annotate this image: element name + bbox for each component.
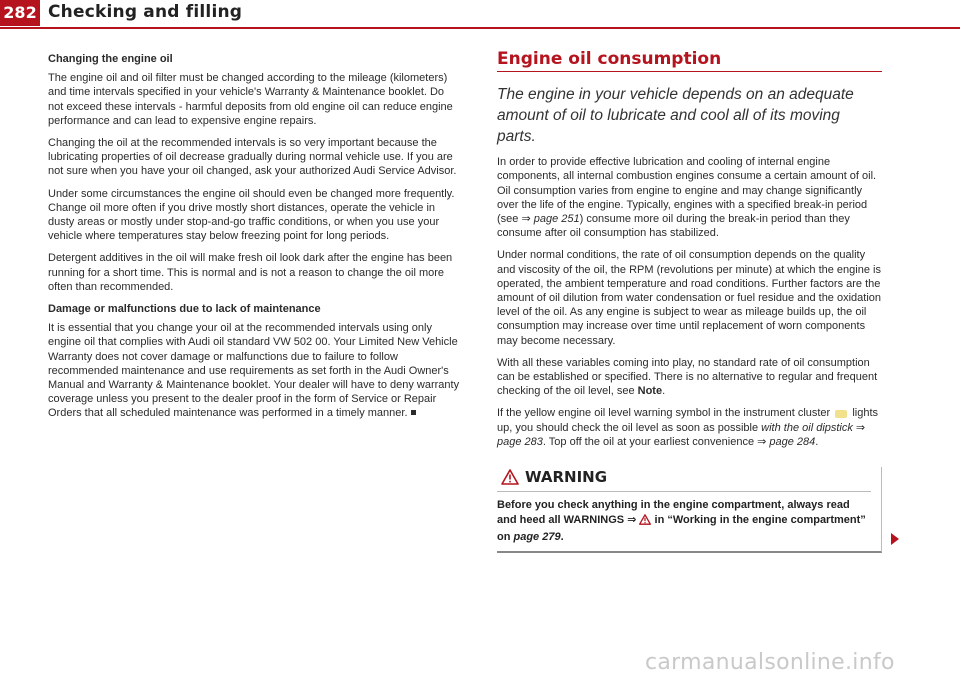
text: With all these variables coming into play, no standard rate of oil consumption can be established or specified. There is no alternative to regular and frequent checking of the oil level, see xyxy=(497,356,878,398)
continue-arrow-icon xyxy=(891,533,899,545)
text: . xyxy=(815,435,819,448)
text: In order to provide effective lubrication and cooling of internal engine components, all internal combustion engines consume a certain amount of oil. Oil consumption varies from engine to engine and may change significantly over the life of the engine. Typically, engines with a specified break-in period (see xyxy=(497,156,877,226)
oil-level-warning-icon xyxy=(835,410,847,418)
end-of-section-icon xyxy=(411,410,416,415)
page-reference-link[interactable]: page 279 xyxy=(513,531,561,544)
warning-triangle-icon xyxy=(639,514,651,530)
note-reference[interactable]: Note xyxy=(637,385,663,398)
paragraph-text: It is essential that you change your oil at the recommended intervals using only engine oil that complies with Audi oil standard VW 502 00. Your Limited New Vehicle Warranty does not cover damage or malfunctions due to failure to follow recommended maintenance and use requirements as set forth in the Audi Owner's Manual and Warranty & Maintenance booklet. Your dealer will have to deny warranty coverage unless you present to the dealer proof in the form of Service or Repair Orders that all scheduled maintenance was performed in a timely manner. xyxy=(48,322,460,420)
paragraph: Detergent additives in the oil will make fresh oil look dark after the engine has been running for a short time. This is normal and is not a reason to change the oil more often than recommended. xyxy=(48,252,453,293)
section-heading: Engine oil consumption xyxy=(497,52,882,72)
paragraph xyxy=(497,406,882,449)
right-column xyxy=(497,49,882,553)
warning-triangle-icon xyxy=(501,469,519,485)
lead-text: The engine in your vehicle depends on an adequate amount of oil to lubricate and cool all of its moving parts. xyxy=(497,86,854,146)
page-reference-link[interactable]: with the oil dipstick ⇒ page 283 xyxy=(497,421,866,448)
warning-label: WARNING xyxy=(525,467,608,486)
text: lights up, you should check the oil level as soon as possible xyxy=(497,407,879,434)
watermark: carmanualsonline.info xyxy=(645,650,895,675)
heading-damage: Damage or malfunctions due to lack of maintenance xyxy=(48,303,321,316)
paragraph: Under normal conditions, the rate of oil consumption depends on the quality and viscosity of the oil, the RPM (revolutions per minute) at which the engine is operated, the ambient temperature and road conditions. Further factors are the amount of oil dilution from water condensation or fuel residue and the oxidation level of the oil. As any engine is subject to wear as mileage builds up, the oil consumption may increase over time until replacement of worn components may become necessary. xyxy=(497,249,882,347)
left-column xyxy=(48,52,461,429)
text: in “Working in the engine compartment” on xyxy=(497,514,866,544)
paragraph: The engine oil and oil filter must be changed according to the mileage (kilometers) and time intervals specified in your vehicle's Warranty & Maintenance booklet. Do not exceed these intervals - harmful deposits from old engine oil can reduce engine performance and can lead to expensive engine repairs. xyxy=(48,72,453,127)
header-rule xyxy=(0,27,960,29)
text: ) consume more oil during the break-in period than they consume after oil consumption has stabilized. xyxy=(497,213,850,240)
paragraph xyxy=(497,155,882,240)
warning-text xyxy=(497,498,871,545)
heading-changing-oil: Changing the engine oil xyxy=(48,53,173,65)
page-reference-link[interactable]: ⇒ page 284 xyxy=(757,435,816,448)
paragraph: Under some circumstances the engine oil should even be changed more frequently. Change oil more often if you drive mostly short distances, operate the vehicle in dusty areas or mostly under stop-and-go traffic conditions, or when you use your vehicle where temperatures stay below freezing point for long periods. xyxy=(48,187,455,243)
text: . Top off the oil at your earliest convenience xyxy=(542,435,758,448)
section-title: Checking and filling xyxy=(48,2,243,22)
text: . xyxy=(662,385,666,398)
warning-box xyxy=(497,467,882,553)
page-number: 282 xyxy=(0,0,40,26)
warning-header xyxy=(497,467,871,492)
paragraph: Changing the oil at the recommended intervals is so very important because the lubricating properties of oil decrease gradually during normal vehicle use. If you are not sure when you have your oil changed, ask your authorized Audi Service Advisor. xyxy=(48,137,457,178)
paragraph xyxy=(48,321,461,420)
page-header xyxy=(0,0,960,32)
text: . xyxy=(560,531,564,544)
text: Before you check anything in the engine compartment, always read and heed all WARNINGS ⇒ xyxy=(497,499,850,527)
text: If the yellow engine oil level warning symbol in the instrument cluster xyxy=(497,407,834,420)
paragraph xyxy=(497,356,882,399)
page-reference-link[interactable]: ⇒ page 251 xyxy=(521,213,580,226)
